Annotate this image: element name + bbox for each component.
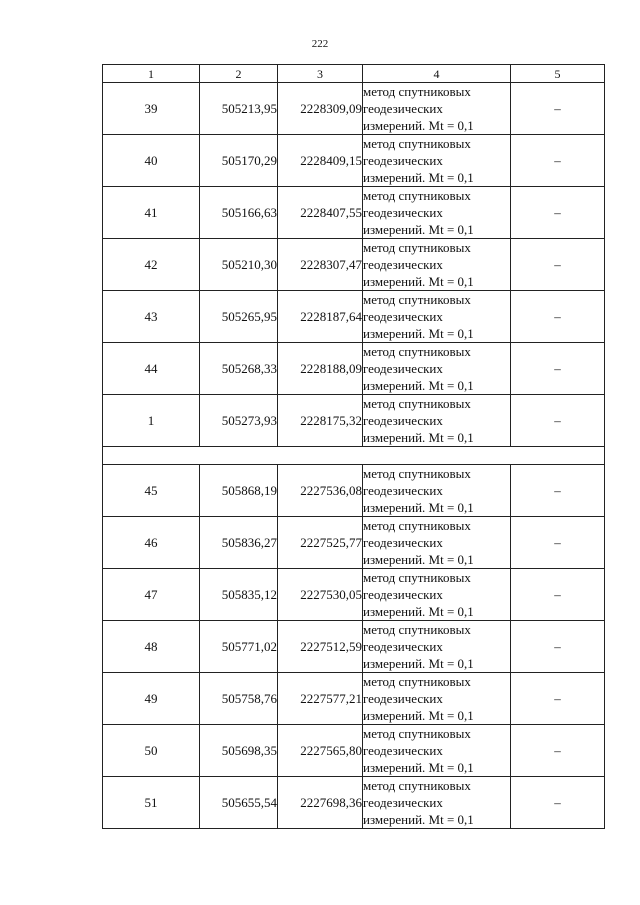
- method-line: метод спутниковых: [363, 396, 471, 411]
- y-coordinate-cell: 2227530,05: [278, 569, 363, 621]
- x-coordinate-cell: 505273,93: [200, 395, 278, 447]
- method-cell: [363, 291, 511, 343]
- method-cell: [363, 673, 511, 725]
- point-number-cell: 42: [103, 239, 200, 291]
- column-5-cell: –: [511, 395, 605, 447]
- method-cell: [363, 395, 511, 447]
- column-5-cell: –: [511, 569, 605, 621]
- table-row: [103, 187, 605, 239]
- page-number: 222: [311, 38, 329, 50]
- method-line: метод спутниковых: [363, 240, 471, 255]
- method-line: измерений. Mt = 0,1: [363, 500, 474, 515]
- method-line: геодезических: [363, 483, 443, 498]
- column-5-cell: –: [511, 291, 605, 343]
- method-line: геодезических: [363, 691, 443, 706]
- y-coordinate-cell: 2227565,80: [278, 725, 363, 777]
- method-line: геодезических: [363, 413, 443, 428]
- x-coordinate-cell: 505170,29: [200, 135, 278, 187]
- y-coordinate-cell: 2228187,64: [278, 291, 363, 343]
- x-coordinate-cell: 505771,02: [200, 621, 278, 673]
- table-row: [103, 517, 605, 569]
- x-coordinate-cell: 505698,35: [200, 725, 278, 777]
- x-coordinate-cell: 505868,19: [200, 465, 278, 517]
- point-number-cell: 40: [103, 135, 200, 187]
- point-number-cell: 41: [103, 187, 200, 239]
- column-header-2: 2: [200, 65, 278, 83]
- point-number-cell: 47: [103, 569, 200, 621]
- method-line: метод спутниковых: [363, 778, 471, 793]
- column-5-cell: –: [511, 725, 605, 777]
- method-cell: [363, 135, 511, 187]
- column-5-cell: –: [511, 621, 605, 673]
- method-line: метод спутниковых: [363, 84, 471, 99]
- method-line: измерений. Mt = 0,1: [363, 708, 474, 723]
- point-number-cell: 44: [103, 343, 200, 395]
- x-coordinate-cell: 505655,54: [200, 777, 278, 829]
- y-coordinate-cell: 2227525,77: [278, 517, 363, 569]
- table-row: [103, 135, 605, 187]
- separator-cell: [103, 447, 605, 465]
- point-number-cell: 46: [103, 517, 200, 569]
- point-number-cell: 51: [103, 777, 200, 829]
- method-line: метод спутниковых: [363, 518, 471, 533]
- separator-row: [103, 447, 605, 465]
- method-line: измерений. Mt = 0,1: [363, 274, 474, 289]
- method-line: геодезических: [363, 153, 443, 168]
- method-line: метод спутниковых: [363, 344, 471, 359]
- method-cell: [363, 569, 511, 621]
- method-line: геодезических: [363, 309, 443, 324]
- method-line: измерений. Mt = 0,1: [363, 222, 474, 237]
- y-coordinate-cell: 2228188,09: [278, 343, 363, 395]
- table-row: [103, 291, 605, 343]
- method-line: метод спутниковых: [363, 466, 471, 481]
- table-row: [103, 465, 605, 517]
- column-header-4: 4: [363, 65, 511, 83]
- x-coordinate-cell: 505758,76: [200, 673, 278, 725]
- point-number-cell: 1: [103, 395, 200, 447]
- table-row: [103, 621, 605, 673]
- column-5-cell: –: [511, 465, 605, 517]
- method-line: измерений. Mt = 0,1: [363, 378, 474, 393]
- column-5-cell: –: [511, 135, 605, 187]
- y-coordinate-cell: 2228309,09: [278, 83, 363, 135]
- y-coordinate-cell: 2227577,21: [278, 673, 363, 725]
- y-coordinate-cell: 2227698,36: [278, 777, 363, 829]
- y-coordinate-cell: 2227536,08: [278, 465, 363, 517]
- point-number-cell: 49: [103, 673, 200, 725]
- column-header-3: 3: [278, 65, 363, 83]
- method-line: геодезических: [363, 205, 443, 220]
- method-cell: [363, 239, 511, 291]
- column-header-5: 5: [511, 65, 605, 83]
- table-header-row: [103, 65, 605, 83]
- column-5-cell: –: [511, 343, 605, 395]
- table-row: [103, 343, 605, 395]
- method-line: геодезических: [363, 101, 443, 116]
- column-5-cell: –: [511, 777, 605, 829]
- method-line: геодезических: [363, 257, 443, 272]
- method-cell: [363, 187, 511, 239]
- method-line: геодезических: [363, 639, 443, 654]
- method-line: измерений. Mt = 0,1: [363, 812, 474, 827]
- method-line: геодезических: [363, 743, 443, 758]
- method-line: метод спутниковых: [363, 622, 471, 637]
- table-row: [103, 83, 605, 135]
- method-cell: [363, 465, 511, 517]
- point-number-cell: 50: [103, 725, 200, 777]
- method-cell: [363, 621, 511, 673]
- x-coordinate-cell: 505836,27: [200, 517, 278, 569]
- method-line: измерений. Mt = 0,1: [363, 430, 474, 445]
- x-coordinate-cell: 505835,12: [200, 569, 278, 621]
- coordinates-table: [102, 64, 605, 829]
- method-cell: [363, 777, 511, 829]
- method-cell: [363, 343, 511, 395]
- column-5-cell: –: [511, 673, 605, 725]
- point-number-cell: 45: [103, 465, 200, 517]
- column-5-cell: –: [511, 239, 605, 291]
- y-coordinate-cell: 2228307,47: [278, 239, 363, 291]
- method-line: геодезических: [363, 587, 443, 602]
- x-coordinate-cell: 505265,95: [200, 291, 278, 343]
- y-coordinate-cell: 2228175,32: [278, 395, 363, 447]
- x-coordinate-cell: 505166,63: [200, 187, 278, 239]
- column-header-1: 1: [103, 65, 200, 83]
- x-coordinate-cell: 505268,33: [200, 343, 278, 395]
- method-line: измерений. Mt = 0,1: [363, 552, 474, 567]
- point-number-cell: 39: [103, 83, 200, 135]
- method-cell: [363, 725, 511, 777]
- x-coordinate-cell: 505210,30: [200, 239, 278, 291]
- y-coordinate-cell: 2227512,59: [278, 621, 363, 673]
- method-line: измерений. Mt = 0,1: [363, 604, 474, 619]
- method-line: геодезических: [363, 535, 443, 550]
- method-line: геодезических: [363, 361, 443, 376]
- table-row: [103, 777, 605, 829]
- y-coordinate-cell: 2228409,15: [278, 135, 363, 187]
- method-line: метод спутниковых: [363, 674, 471, 689]
- method-line: метод спутниковых: [363, 136, 471, 151]
- method-line: геодезических: [363, 795, 443, 810]
- method-line: измерений. Mt = 0,1: [363, 760, 474, 775]
- method-cell: [363, 517, 511, 569]
- point-number-cell: 43: [103, 291, 200, 343]
- method-line: метод спутниковых: [363, 570, 471, 585]
- method-line: метод спутниковых: [363, 188, 471, 203]
- method-line: измерений. Mt = 0,1: [363, 118, 474, 133]
- table-row: [103, 673, 605, 725]
- table-row: [103, 725, 605, 777]
- method-line: метод спутниковых: [363, 292, 471, 307]
- method-cell: [363, 83, 511, 135]
- method-line: измерений. Mt = 0,1: [363, 326, 474, 341]
- x-coordinate-cell: 505213,95: [200, 83, 278, 135]
- point-number-cell: 48: [103, 621, 200, 673]
- method-line: измерений. Mt = 0,1: [363, 170, 474, 185]
- table-row: [103, 395, 605, 447]
- column-5-cell: –: [511, 83, 605, 135]
- column-5-cell: –: [511, 187, 605, 239]
- y-coordinate-cell: 2228407,55: [278, 187, 363, 239]
- method-line: измерений. Mt = 0,1: [363, 656, 474, 671]
- table-row: [103, 239, 605, 291]
- method-line: метод спутниковых: [363, 726, 471, 741]
- column-5-cell: –: [511, 517, 605, 569]
- table-row: [103, 569, 605, 621]
